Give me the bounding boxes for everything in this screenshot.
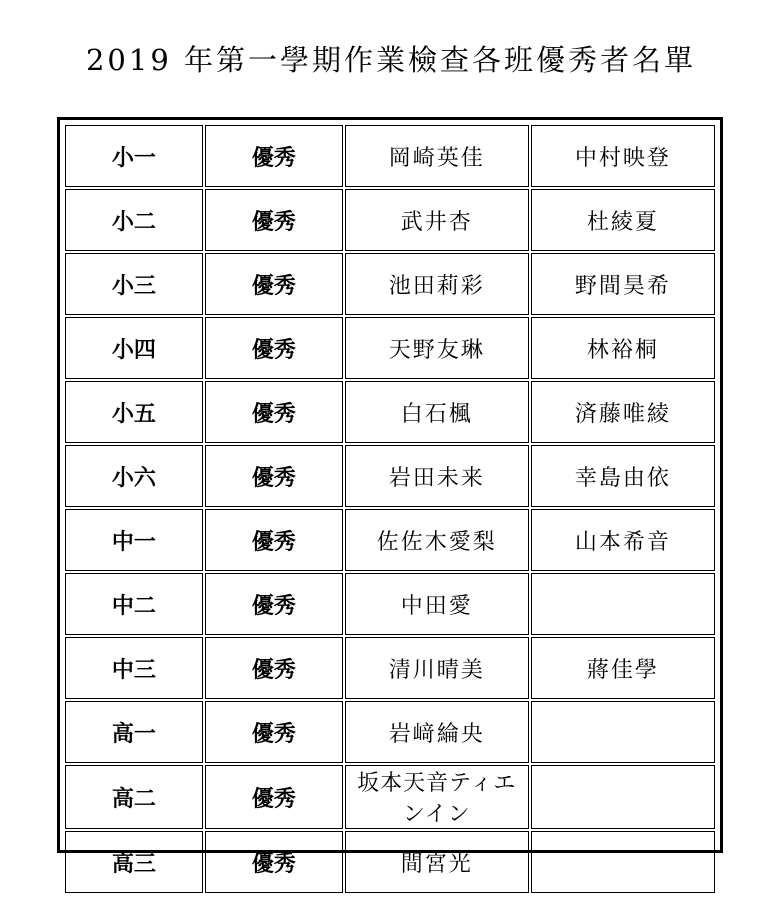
student-name-cell: [531, 701, 715, 763]
student-name-cell: [531, 573, 715, 635]
class-cell: 小一: [65, 125, 203, 187]
grade-cell: 優秀: [205, 509, 343, 571]
table-row: [65, 701, 715, 763]
table-row: [65, 831, 715, 893]
student-name-cell: 清川晴美: [345, 637, 529, 699]
grade-cell: 優秀: [205, 381, 343, 443]
class-cell: 小四: [65, 317, 203, 379]
document-title: 2019 年第一學期作業檢查各班優秀者名單: [85, 43, 697, 77]
honor-list-table: [63, 123, 717, 895]
grade-cell: 優秀: [205, 125, 343, 187]
grade-cell: 優秀: [205, 573, 343, 635]
class-cell: 中一: [65, 509, 203, 571]
student-name-cell: 間宮光: [345, 831, 529, 893]
student-name-cell: 坂本天音ティエンイン: [345, 765, 529, 829]
student-name-cell: 蔣佳學: [531, 637, 715, 699]
class-cell: 中三: [65, 637, 203, 699]
grade-cell: 優秀: [205, 701, 343, 763]
student-name-cell: 野間昊希: [531, 253, 715, 315]
student-name-cell: 佐佐木愛梨: [345, 509, 529, 571]
student-name-cell: 池田莉彩: [345, 253, 529, 315]
class-cell: 中二: [65, 573, 203, 635]
student-name-cell: 武井杏: [345, 189, 529, 251]
grade-cell: 優秀: [205, 317, 343, 379]
table-row: [65, 125, 715, 187]
table-row: [65, 381, 715, 443]
table-row: [65, 317, 715, 379]
table-row: [65, 509, 715, 571]
class-cell: 高三: [65, 831, 203, 893]
student-name-cell: 林裕桐: [531, 317, 715, 379]
grade-cell: 優秀: [205, 445, 343, 507]
table-row: [65, 445, 715, 507]
grade-cell: 優秀: [205, 253, 343, 315]
student-name-cell: 済藤唯綾: [531, 381, 715, 443]
honor-list-frame: [57, 117, 723, 877]
student-name-cell: 中田愛: [345, 573, 529, 635]
student-name-cell: [531, 765, 715, 829]
grade-cell: 優秀: [205, 765, 343, 829]
class-cell: 小五: [65, 381, 203, 443]
student-name-cell: 天野友琳: [345, 317, 529, 379]
table-row: [65, 253, 715, 315]
student-name-cell: 山本希音: [531, 509, 715, 571]
student-name-cell: [531, 831, 715, 893]
class-cell: 小六: [65, 445, 203, 507]
student-name-cell: 岩﨑綸央: [345, 701, 529, 763]
table-row: [65, 637, 715, 699]
student-name-cell: 中村映登: [531, 125, 715, 187]
student-name-cell: 白石楓: [345, 381, 529, 443]
class-cell: 高二: [65, 765, 203, 829]
class-cell: 高一: [65, 701, 203, 763]
grade-cell: 優秀: [205, 189, 343, 251]
class-cell: 小三: [65, 253, 203, 315]
student-name-cell: 岩田未来: [345, 445, 529, 507]
table-row: [65, 765, 715, 829]
grade-cell: 優秀: [205, 831, 343, 893]
student-name-cell: 岡崎英佳: [345, 125, 529, 187]
student-name-cell: 杜綾夏: [531, 189, 715, 251]
grade-cell: 優秀: [205, 637, 343, 699]
table-row: [65, 189, 715, 251]
class-cell: 小二: [65, 189, 203, 251]
table-row: [65, 573, 715, 635]
student-name-cell: 幸島由依: [531, 445, 715, 507]
